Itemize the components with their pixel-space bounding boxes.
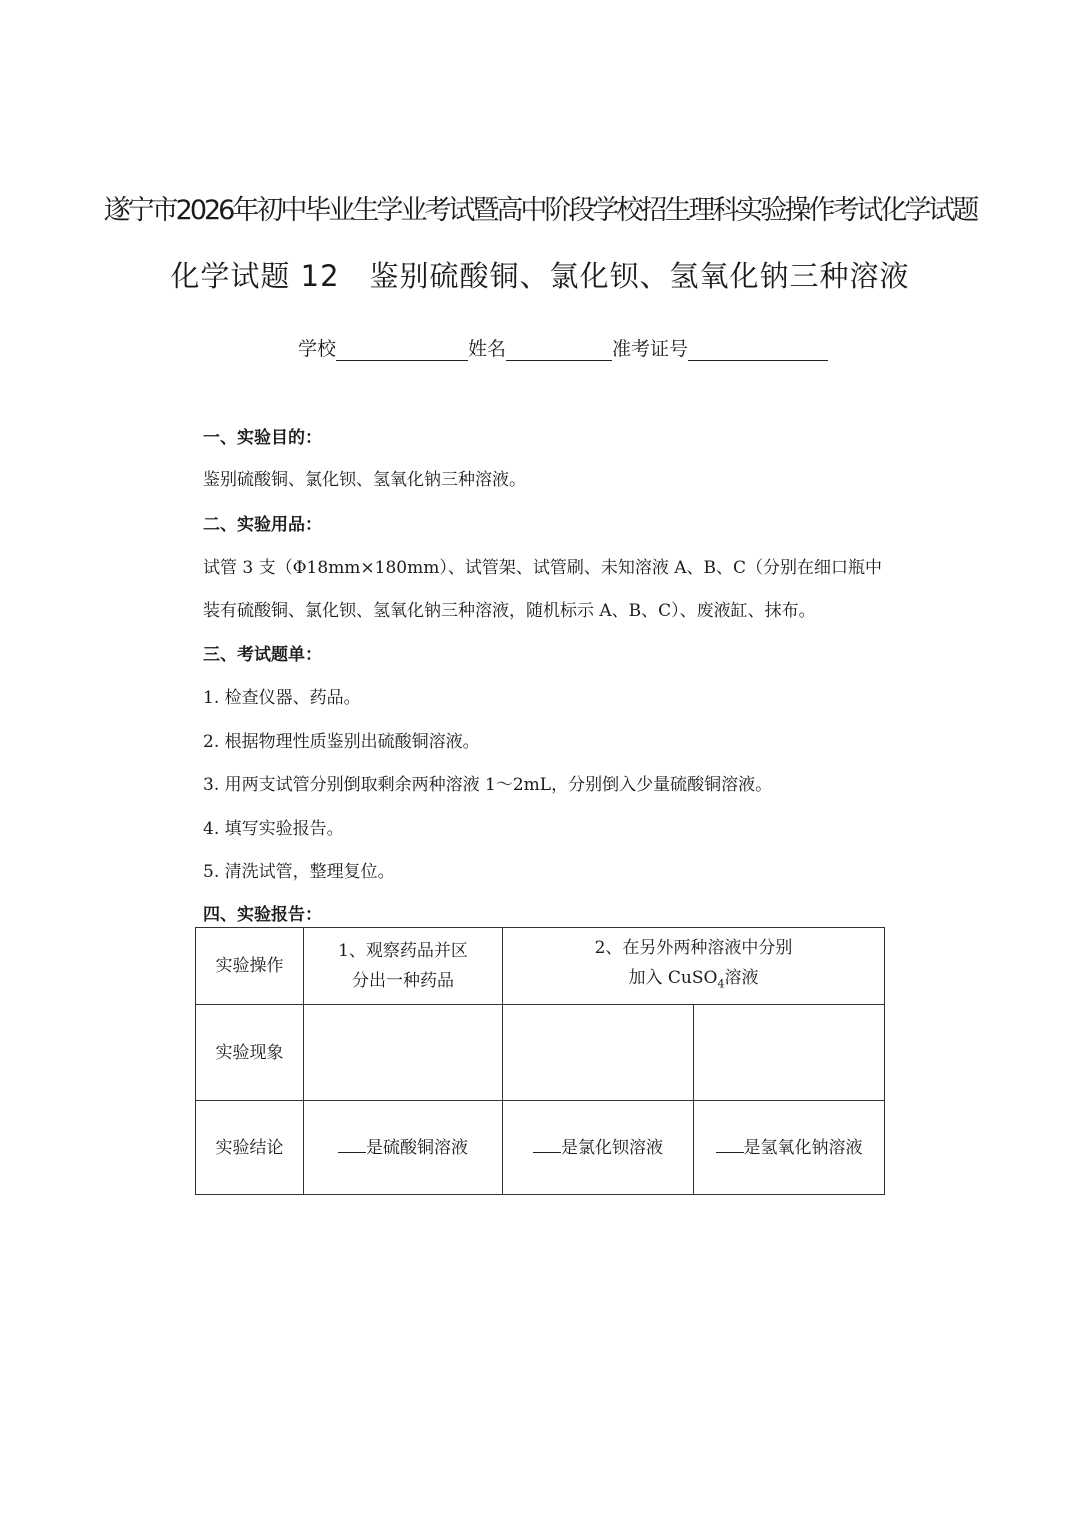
cuso4-subscript: 4 [717,977,725,991]
name-blank[interactable] [506,338,612,361]
name-label: 姓名 [468,338,507,360]
conclusion-blank-1[interactable] [338,1134,366,1153]
conclusion-text-3: 是氢氧化钠溶液 [743,1137,863,1158]
cuso4-prefix: 加入 CuSO [628,967,718,988]
phenomenon-answer-1[interactable] [304,1005,503,1101]
purpose-text: 鉴别硫酸铜、氯化钡、氢氧化钠三种溶液。 [203,470,526,490]
exam-id-blank[interactable] [688,338,828,361]
conclusion-blank-3[interactable] [716,1134,744,1153]
materials-line-2: 装有硫酸铜、氯化钡、氢氧化钠三种溶液，随机标示 A、B、C）、废液缸、抹布。 [203,601,816,621]
table-row [196,1101,885,1195]
exam-id-label: 准考证号 [612,338,689,360]
steps-heading: 三、考试题单： [203,645,322,665]
phenomenon-answer-2[interactable] [503,1005,694,1101]
cuso4-suffix: 溶液 [724,967,759,988]
school-label: 学校 [298,338,337,360]
experiment-title [0,254,1080,295]
operation-step-2-line-2 [503,963,884,999]
materials-heading: 二、实验用品： [203,515,322,535]
purpose-heading: 一、实验目的： [203,428,322,448]
exam-header-title: 遂宁市2026年初中毕业生学业考试暨高中阶段学校招生理科实验操作考试化学试题 [103,195,977,226]
conclusion-text-1: 是硫酸铜溶液 [366,1137,468,1158]
step-item: 1. 检查仪器、药品。 [203,688,361,708]
row-label-operation: 实验操作 [196,928,304,1005]
step-item: 5. 清洗试管，整理复位。 [203,862,395,882]
operation-step-2-line-1: 2、在另外两种溶液中分别 [594,937,793,958]
row-label-phenomenon: 实验现象 [196,1005,304,1101]
step-item: 4. 填写实验报告。 [203,819,344,839]
row-label-conclusion: 实验结论 [196,1101,304,1195]
conclusion-blank-2[interactable] [533,1134,561,1153]
operation-step-1-line-1: 1、观察药品并区 [338,941,468,961]
experiment-name: 鉴别硫酸铜、氯化钡、氢氧化钠三种溶液 [369,259,910,293]
phenomenon-answer-3[interactable] [694,1005,885,1101]
candidate-info-line [298,334,828,361]
table-row [196,928,885,1005]
step-item: 2. 根据物理性质鉴别出硫酸铜溶液。 [203,732,480,752]
materials-line-1: 试管 3 支（Φ18mm×180mm）、试管架、试管刷、未知溶液 A、B、C（分别在细口瓶中 [203,558,883,578]
experiment-number: 化学试题 12 [170,259,340,293]
conclusion-cell-2 [503,1101,694,1195]
operation-step-2-cell [503,928,885,1005]
school-blank[interactable] [336,338,468,361]
report-heading: 四、实验报告： [203,905,322,925]
step-item: 3. 用两支试管分别倒取剩余两种溶液 1～2mL，分别倒入少量硫酸铜溶液。 [203,775,773,795]
operation-step-1-cell [304,928,503,1005]
conclusion-text-2: 是氯化钡溶液 [561,1137,663,1158]
table-row [196,1005,885,1101]
conclusion-cell-1 [304,1101,503,1195]
operation-step-1-line-2: 分出一种药品 [352,971,454,991]
experiment-report-table [195,927,885,1195]
conclusion-cell-3 [694,1101,885,1195]
